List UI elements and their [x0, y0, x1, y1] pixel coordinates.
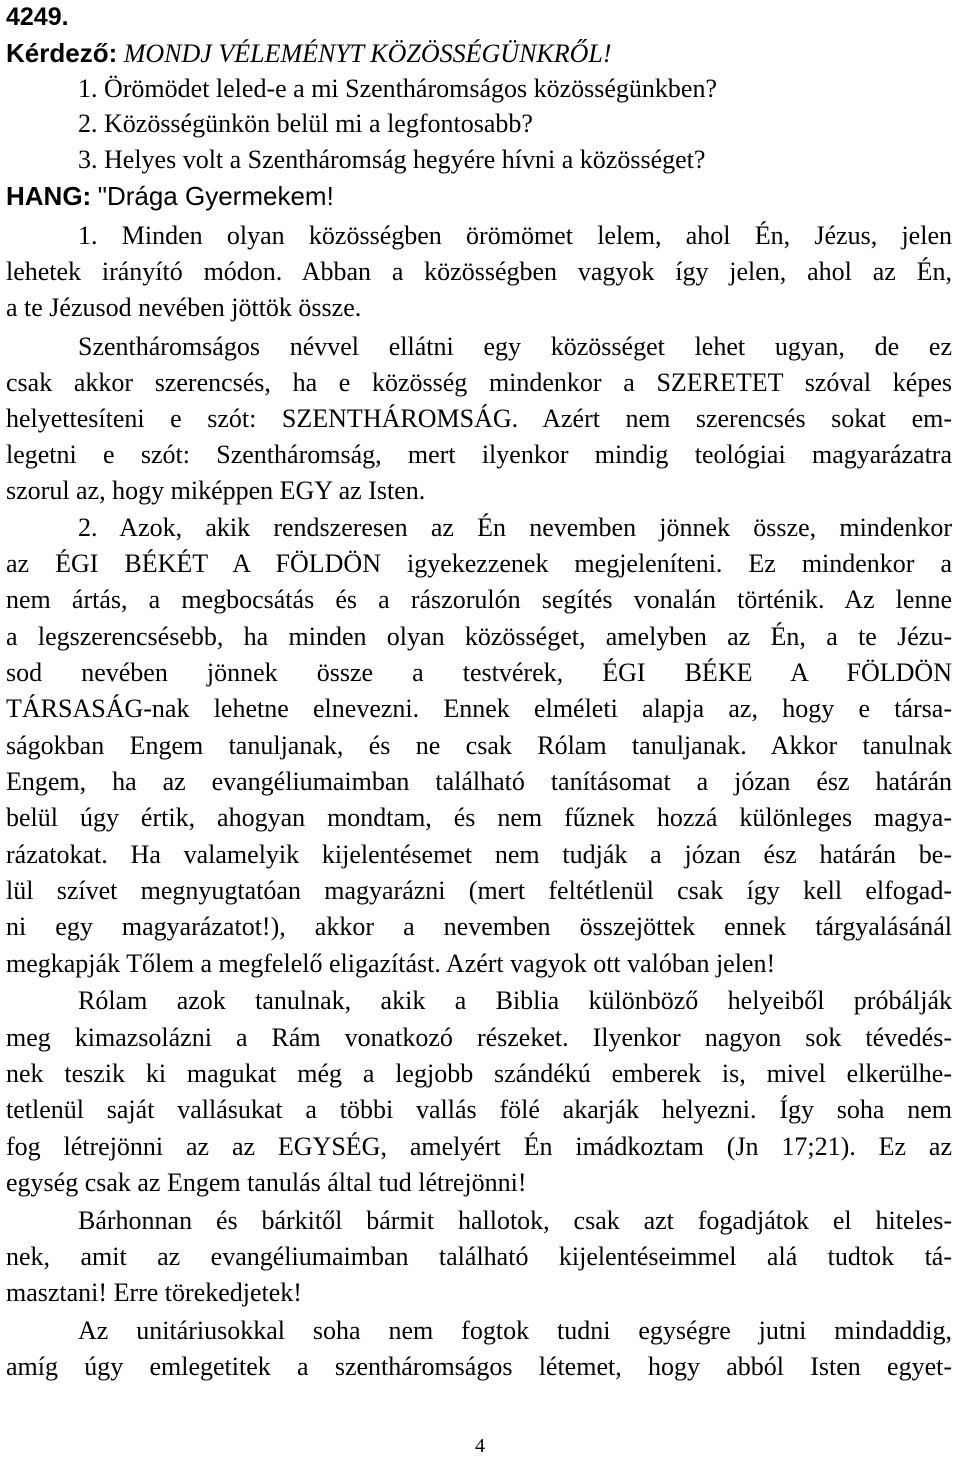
- body-line: nek teszik ki magukat még a legjobb szándékú emberek is, mivel elkerülhe-: [6, 1059, 952, 1088]
- body-line: Az unitáriusokkal soha nem fogtok tudni egységre jutni mindaddig,: [78, 1316, 952, 1345]
- body-line: Rólam azok tanulnak, akik a Biblia különböző helyeiből próbálják: [78, 986, 952, 1015]
- question-title: MONDJ VÉLEMÉNYT KÖZÖSSÉGÜNKRŐL!: [123, 39, 612, 68]
- asker-label: Kérdező:: [6, 38, 118, 68]
- question-item: 2. Közösségünkön belül mi a legfontosabb?: [78, 109, 533, 138]
- answer-label: HANG:: [6, 181, 92, 211]
- question-item: 1. Örömödet leled-e a mi Szentháromságos közösségünkben?: [78, 74, 717, 103]
- body-line: a legszerencsésebb, ha minden olyan közösséget, amelyben az Én, a te Jézu-: [6, 622, 952, 651]
- answer-heading: [6, 179, 334, 214]
- body-line: nek, amit az evangéliumaimban található kijelentéseimmel alá tudtok tá-: [6, 1242, 952, 1271]
- body-line: a te Jézusod nevében jöttök össze.: [6, 293, 362, 322]
- body-line: 2. Azok, akik rendszeresen az Én nevemben jönnek össze, mindenkor: [78, 513, 952, 542]
- body-line: TÁRSASÁG-nak lehetne elnevezni. Ennek elméleti alapja az, hogy e társa-: [6, 694, 952, 723]
- body-line: lül szívet megnyugtatóan magyarázni (mert feltétlenül csak így kell elfogad-: [6, 876, 952, 905]
- body-line: sod nevében jönnek össze a testvérek, ÉGI BÉKE A FÖLDÖN: [6, 658, 952, 687]
- body-line: Szentháromságos névvel ellátni egy közösséget lehet ugyan, de ez: [78, 332, 952, 361]
- body-line: csak akkor szerencsés, ha e közösség mindenkor a SZERETET szóval képes: [6, 368, 952, 397]
- body-line: 1. Minden olyan közösségben örömömet lelem, ahol Én, Jézus, jelen: [78, 221, 952, 250]
- body-line: fog létrejönni az az EGYSÉG, amelyért Én imádkoztam (Jn 17;21). Ez az: [6, 1132, 952, 1161]
- page-number: 4: [475, 1435, 485, 1457]
- body-line: belül úgy értik, ahogyan mondtam, és nem fűznek hozzá különleges magya-: [6, 803, 952, 832]
- body-line: ságokban Engem tanuljanak, és ne csak Rólam tanuljanak. Akkor tanulnak: [6, 731, 952, 760]
- message-number: 4249.: [6, 3, 69, 31]
- question-heading: [6, 36, 612, 71]
- body-line: ni egy magyarázatot!), akkor a nevemben összejöttek ennek tárgyalásánál: [6, 912, 952, 941]
- body-line: helyettesíteni e szót: SZENTHÁROMSÁG. Azért nem szerencsés sokat em-: [6, 404, 952, 433]
- body-line: nem ártás, a megbocsátás és a rászorulón segítés vonalán történik. Az lenne: [6, 585, 952, 614]
- body-line: egység csak az Engem tanulás által tud létrejönni!: [6, 1168, 527, 1197]
- body-line: szorul az, hogy miképpen EGY az Isten.: [6, 476, 426, 505]
- body-line: masztani! Erre törekedjetek!: [6, 1278, 302, 1307]
- greeting: "Drága Gyermekem!: [97, 181, 334, 211]
- body-line: Bárhonnan és bárkitől bármit hallotok, csak azt fogadjátok el hiteles-: [78, 1206, 952, 1235]
- body-line: tetlenül saját vallásukat a többi vallás fölé akarják helyezni. Így soha nem: [6, 1095, 952, 1124]
- body-line: lehetek irányító módon. Abban a közösségben vagyok így jelen, ahol az Én,: [6, 257, 952, 286]
- body-line: Engem, ha az evangéliumaimban található tanításomat a józan ész határán: [6, 767, 952, 796]
- body-line: amíg úgy emlegetitek a szentháromságos létemet, hogy abból Isten egyet-: [6, 1352, 952, 1381]
- body-line: meg kimazsolázni a Rám vonatkozó részeket. Ilyenkor nagyon sok tévedés-: [6, 1023, 952, 1052]
- question-item: 3. Helyes volt a Szentháromság hegyére hívni a közösséget?: [78, 145, 706, 174]
- body-line: megkapják Tőlem a megfelelő eligazítást. Azért vagyok ott valóban jelen!: [6, 949, 776, 978]
- body-line: az ÉGI BÉKÉT A FÖLDÖN igyekezzenek megjeleníteni. Ez mindenkor a: [6, 549, 952, 578]
- body-line: rázatokat. Ha valamelyik kijelentésemet nem tudják a józan ész határán be-: [6, 840, 952, 869]
- body-line: legetni e szót: Szentháromság, mert ilyenkor mindig teológiai magyarázatra: [6, 440, 952, 469]
